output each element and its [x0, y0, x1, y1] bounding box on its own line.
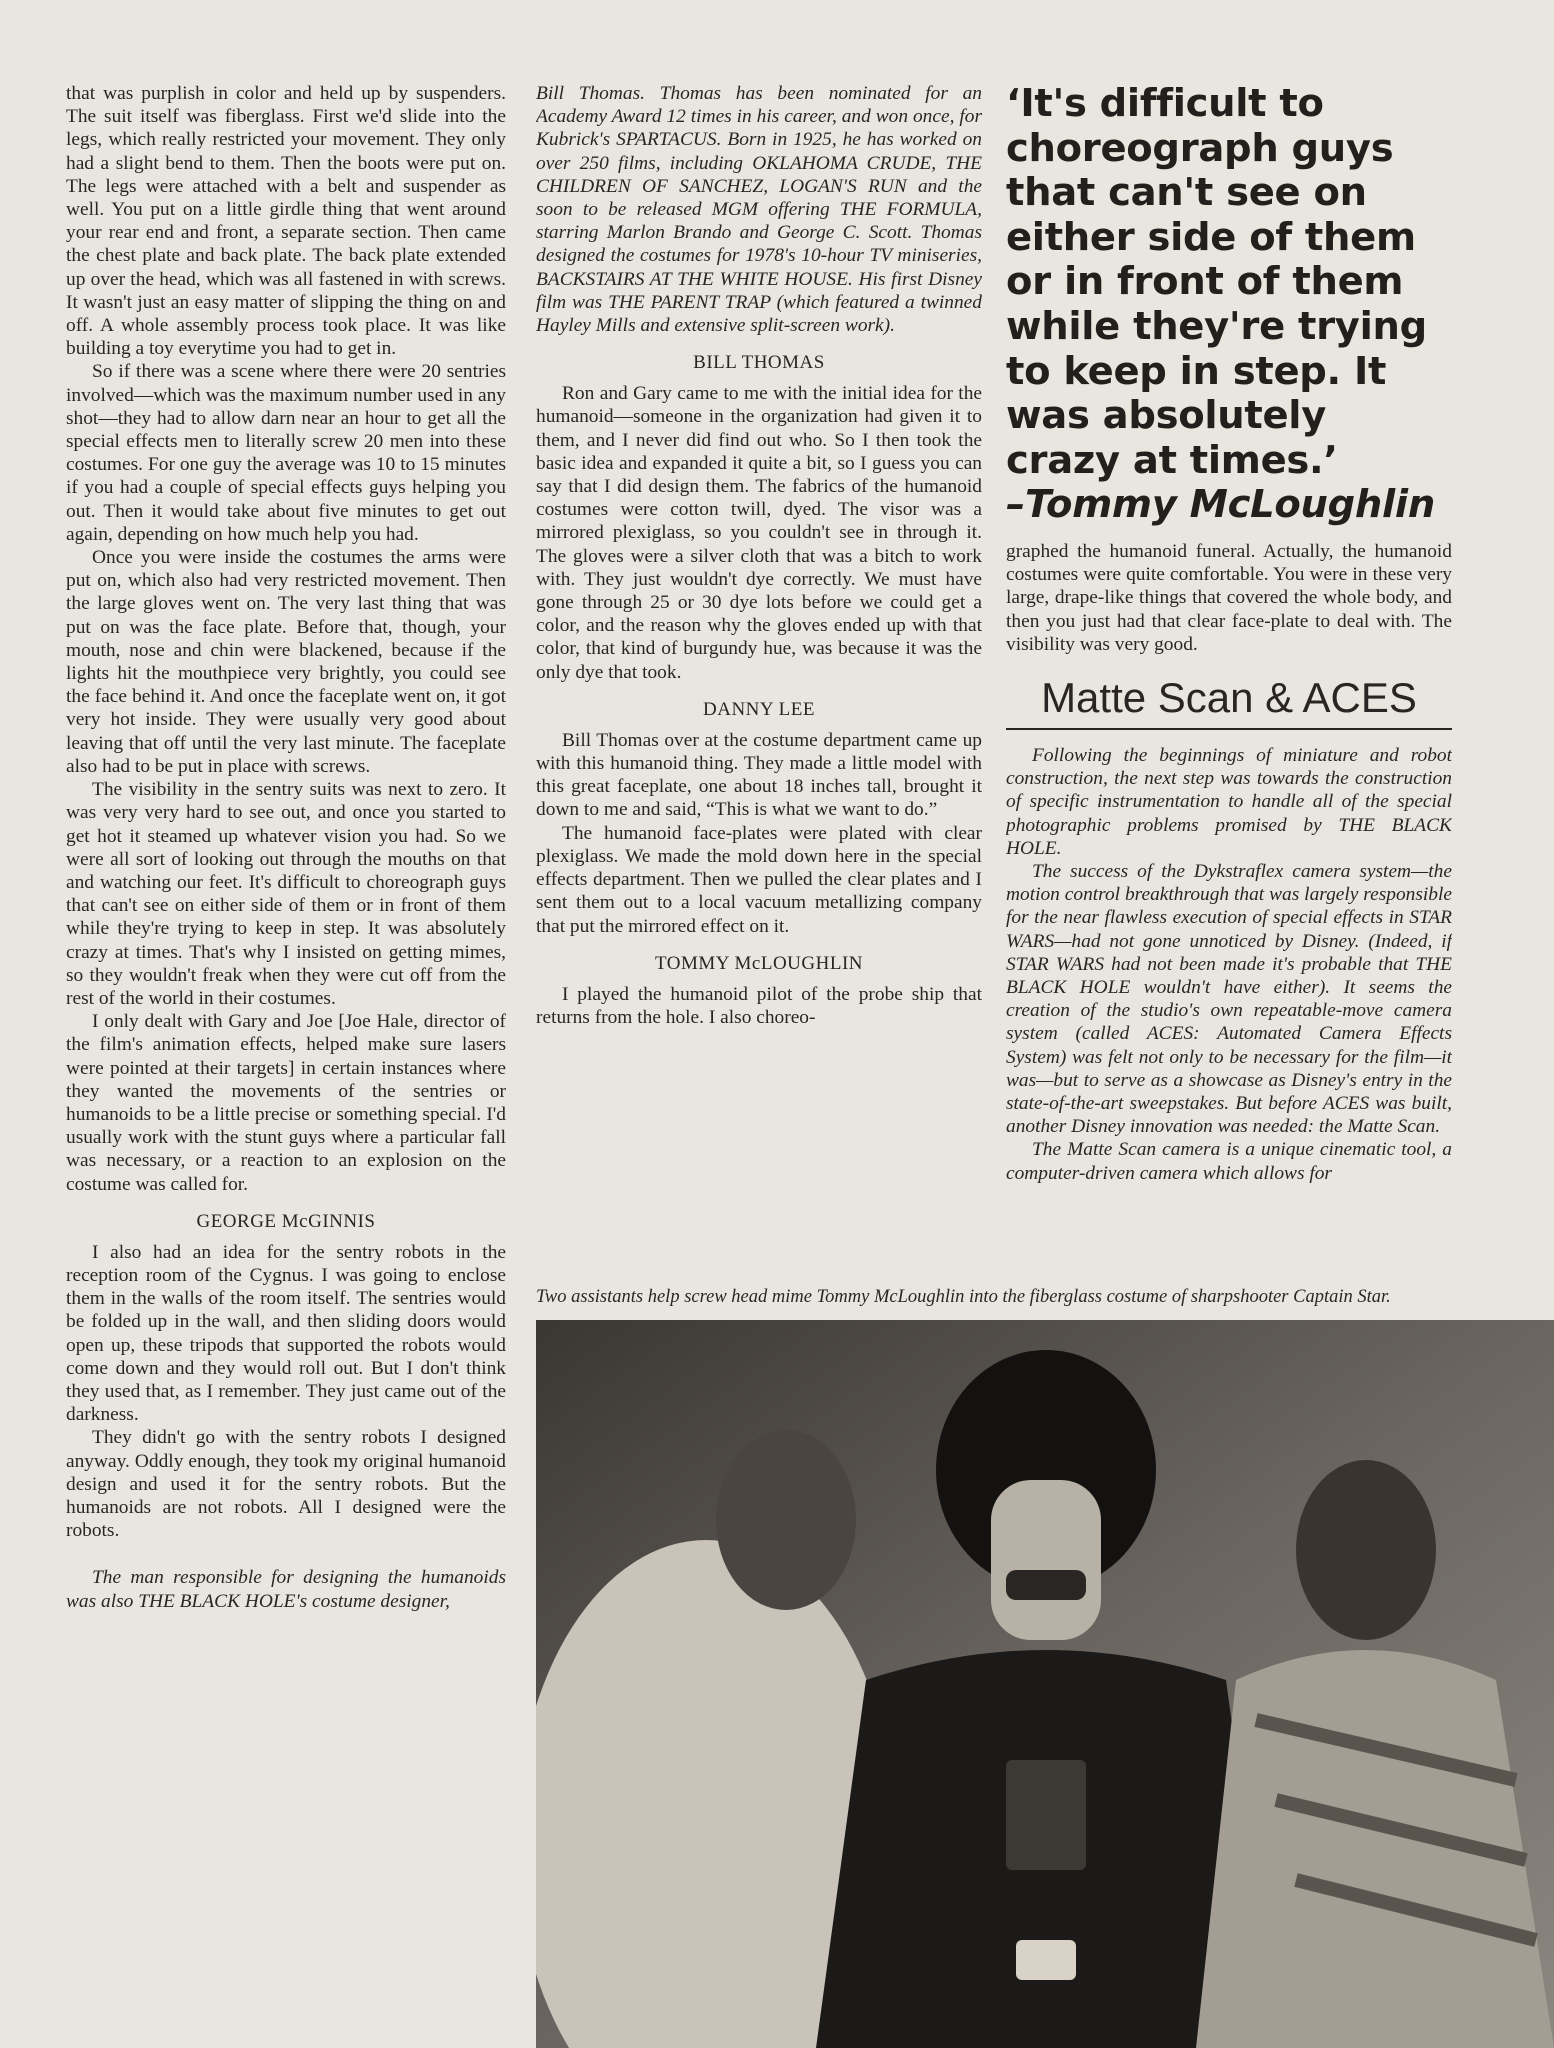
column-2 — [536, 82, 982, 1302]
body-paragraph: that was purplish in color and held up by suspenders. The suit itself was fiberglass. First we'd slide into the legs, which really restricted your movement. They only had a slight bend to them. Then the boots were put on. The legs were attached with a belt and suspender as well. You put on a little girdle thing that went around your rear end and front, a separate section. Then came the chest plate and back plate. The back plate extended up over the head, which was all fastened in with screws. It wasn't just an easy matter of slipping the thing on and off. A whole assembly process took place. It was like building a toy everytime you had to get in. — [66, 83, 506, 360]
body-paragraph: Once you were inside the costumes the arms were put on, which also had very restricted movement. Then the large gloves went on. The very last thing that was put on was the face plate. Before that, though, your mouth, nose and chin were blackened, because if the lights hit the mouthpiece very brightly, you could see the face behind it. And once the faceplate went on, it got very hot inside. They were usually very good about leaving that off until the very last minute. The faceplate also had to be put in place with screws. — [66, 547, 506, 777]
body-paragraph: graphed the humanoid funeral. Actually, the humanoid costumes were quite comfortable. You were in these very large, drape-like things that covered the whole body, and then you just had that clear face-plate to deal with. The visibility was very good. — [1006, 540, 1452, 655]
column-3 — [1006, 82, 1452, 1262]
italic-paragraph: Following the beginnings of miniature and robot construction, the next step was towards the construction of specific instrumentation to handle all of the special photographic problems promised by THE BLACK HOLE. — [1006, 744, 1452, 859]
italic-intro: The man responsible for designing the humanoids was also THE BLACK HOLE's costume designer, — [66, 1567, 506, 1612]
photo-illustration — [536, 1320, 1554, 2048]
body-paragraph: So if there was a scene where there were 20 sentries involved—which was the maximum number used in any shot—they had to allow darn near an hour to get all the special effects men to literally screw 20 men into these costumes. For one guy the average was 10 to 15 minutes if you had a couple of special effects guys helping you out. Then it would take about five minutes to get out again, depending on how much help you had. — [66, 361, 506, 545]
pull-quote-text: ‘It's difficult to choreograph guys that can't see on either side of them or in front of them while they're trying to keep in step. It was absolutely crazy at times.’ — [1006, 82, 1427, 483]
speaker-heading-thomas: BILL THOMAS — [693, 352, 825, 374]
italic-paragraph: The success of the Dykstraflex camera system—the motion control breakthrough that was largely responsible for the near flawless execution of special effects in STAR WARS—had not gone unnoticed by Disney. (Indeed, if STAR WARS had not been made it's probable that THE BLACK HOLE wouldn't have either). It seems the creation of the studio's own repeatable-move camera system (called ACES: Automated Camera Effects System) was felt not only to be necessary for the film—it was—but to serve as a showcase as Disney's entry in the state-of-the-art sweepstakes. But before ACES was built, another Disney innovation was needed: the Matte Scan. — [1006, 860, 1452, 1138]
body-paragraph: I played the humanoid pilot of the probe ship that returns from the hole. I also choreo- — [536, 983, 982, 1028]
speaker-heading-lee: DANNY LEE — [703, 698, 815, 720]
body-paragraph: I also had an idea for the sentry robots in the reception room of the Cygnus. I was going to enclose them in the walls of the room itself. The sentries would be folded up in the wall, and then sliding doors would open up, these tripods that supported the robots would come down and they would roll out. But I don't think they used that, as I remember. They just came out of the darkness. — [66, 1241, 506, 1426]
body-paragraph: I only dealt with Gary and Joe [Joe Hale, director of the film's animation effects, helped make sure lasers were pointed at their targets] in certain instances where they wanted the movements of the sentries or humanoids to be a little precise or something special. I'd usually work with the stunt guys where a particular fall was necessary, or a reaction to an explosion on the costume was called for. — [66, 1011, 506, 1195]
section-title: Matte Scan & ACES — [1006, 674, 1452, 730]
photo — [536, 1320, 1554, 2048]
pull-quote — [1006, 82, 1452, 528]
italic-bio: Bill Thomas. Thomas has been nominated for an Academy Award 12 times in his career, and won once, for Kubrick's SPARTACUS. Born in 1925, he has worked on over 250 films, including OKLAHOMA CRUDE, THE CHILDREN OF SANCHEZ, LOGAN'S RUN and the soon to be released MGM offering THE FORMULA, starring Marlon Brando and George C. Scott. Thomas designed the costumes for 1978's 10-hour TV miniseries, BACKSTAIRS AT THE WHITE HOUSE. His first Disney film was THE PARENT TRAP (which featured a twinned Hayley Mills and extensive split-screen work). — [536, 83, 982, 337]
pull-quote-attribution: –Tommy McLoughlin — [1006, 482, 1435, 528]
body-paragraph: The visibility in the sentry suits was next to zero. It was very very hard to see out, and once you started to get hot it steamed up whatever vision you had. So we were all sort of looking out through the mouths on that and watching our feet. It's difficult to choreograph guys that can't see on either side of them or in front of them while they're trying to keep in step. It was absolutely crazy at times. That's why I insisted on getting mimes, so they wouldn't freak when they were cut off from the rest of the world in their costumes. — [66, 779, 506, 1009]
column-1 — [66, 82, 506, 1932]
speaker-heading-mcloughlin: TOMMY McLOUGHLIN — [654, 952, 863, 974]
body-paragraph: Ron and Gary came to me with the initial idea for the humanoid—someone in the organization had given it to them, and I never did find out who. So I then took the basic idea and expanded it quite a bit, so I guess you can say that I did design them. The fabrics of the humanoid costumes were cotton twill, dyed. The visor was a mirrored plexiglass, so you couldn't see in through it. The gloves were a silver cloth that was a bitch to work with. They just wouldn't dye correctly. We must have gone through 25 or 30 dye lots before we could get a color, and the reason why the gloves ended up with that color, that kind of burgundy hue, was because it was the only dye that took. — [536, 383, 982, 683]
body-paragraph: The humanoid face-plates were plated with clear plexiglass. We made the mold down here in the special effects department. Then we pulled the clear plates and I sent them out to a local vacuum metallizing company that put the mirrored effect on it. — [536, 822, 982, 937]
italic-paragraph: The Matte Scan camera is a unique cinematic tool, a computer-driven camera which allows for — [1006, 1139, 1452, 1184]
photo-caption: Two assistants help screw head mime Tommy McLoughlin into the fiberglass costume of sharpshooter Captain Star. — [536, 1287, 1391, 1307]
body-paragraph: They didn't go with the sentry robots I designed anyway. Oddly enough, they took my original humanoid design and used it for the sentry robots. But the humanoids are not robots. All I designed were the robots. — [66, 1427, 506, 1542]
speaker-heading-mcginnis: GEORGE McGINNIS — [196, 1210, 376, 1232]
body-paragraph: Bill Thomas over at the costume department came up with this humanoid thing. They made a little model with this great faceplate, one about 18 inches tall, brought it down to me and said, “This is what we want to do.” — [536, 729, 982, 821]
